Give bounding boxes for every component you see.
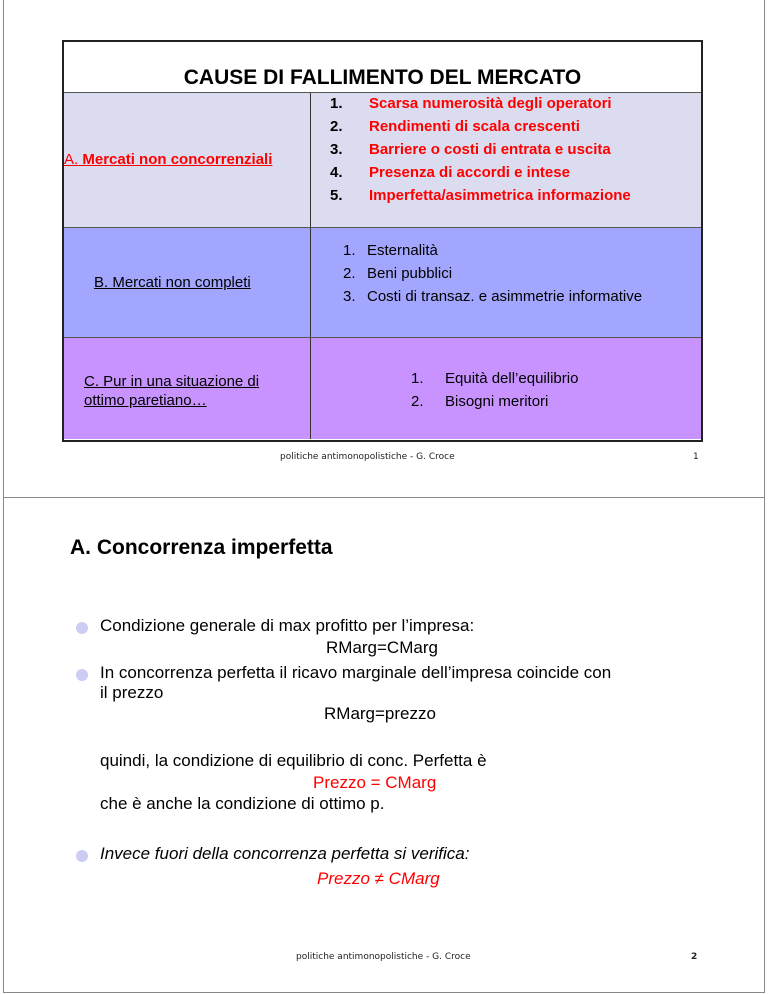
item-number: 3. xyxy=(343,288,356,305)
footer: politiche antimonopolistiche - G. Croce xyxy=(280,452,455,462)
page-number: 2 xyxy=(691,952,698,962)
item-number: 2. xyxy=(411,393,424,410)
item-text: Costi di transaz. e asimmetrie informative xyxy=(367,288,643,305)
bullet-text: In concorrenza perfetta il ricavo marginale dell’impresa coincide con xyxy=(100,663,612,682)
row-a-list xyxy=(311,93,701,227)
slide-title: A. Concorrenza imperfetta xyxy=(70,536,333,559)
item-number: 5. xyxy=(330,187,343,204)
row-a-label xyxy=(64,151,272,168)
item-number: 1. xyxy=(411,370,424,387)
item-number: 2. xyxy=(343,265,356,282)
item-number: 4. xyxy=(330,164,343,181)
item-text: Equità dell’equilibrio xyxy=(445,370,579,387)
row-b-label: B. Mercati non completi xyxy=(94,274,251,291)
causes-table xyxy=(62,40,703,442)
label-line: ottimo paretiano… xyxy=(84,392,207,409)
item-number: 2. xyxy=(330,118,343,135)
label-line: C. Pur in una situazione di xyxy=(84,373,260,390)
bullet-icon xyxy=(76,850,88,862)
item-text: Esternalità xyxy=(367,242,438,259)
item-text: Barriere o costi di entrata e uscita xyxy=(369,141,611,158)
label-text: Mercati non concorrenziali xyxy=(78,151,273,168)
formula: RMarg=prezzo xyxy=(324,704,436,723)
row-c-label-cell xyxy=(64,338,311,439)
table-title: CAUSE DI FALLIMENTO DEL MERCATO xyxy=(64,42,701,93)
bullet-text: Condizione generale di max profitto per l’impresa: xyxy=(100,616,475,635)
formula: RMarg=CMarg xyxy=(326,638,438,657)
row-c-list xyxy=(311,338,701,439)
bullet-text-cont: il prezzo xyxy=(100,683,164,702)
bullet-icon xyxy=(76,622,88,634)
item-text: Scarsa numerosità degli operatori xyxy=(369,95,612,112)
paragraph: quindi, la condizione di equilibrio di conc. Perfetta è xyxy=(100,751,487,770)
item-text: Presenza di accordi e intese xyxy=(369,164,570,181)
row-c-label xyxy=(84,372,259,410)
formula-red: Prezzo ≠ CMarg xyxy=(317,869,440,888)
item-number: 1. xyxy=(343,242,356,259)
item-text: Beni pubblici xyxy=(367,265,453,282)
footer: politiche antimonopolistiche - G. Croce xyxy=(296,952,471,962)
row-b-list xyxy=(311,228,701,337)
item-text: Bisogni meritori xyxy=(445,393,549,410)
formula-red: Prezzo = CMarg xyxy=(313,773,437,792)
row-b-label-cell xyxy=(64,228,311,337)
page-number: 1 xyxy=(693,452,699,462)
item-text: Rendimenti di scala crescenti xyxy=(369,118,580,135)
row-c xyxy=(64,338,701,439)
item-number: 1. xyxy=(330,95,343,112)
item-number: 3. xyxy=(330,141,343,158)
row-b xyxy=(64,228,701,338)
row-a xyxy=(64,93,701,228)
bullet-text: Invece fuori della concorrenza perfetta si verifica: xyxy=(100,844,470,863)
row-a-label-cell xyxy=(64,93,311,227)
bullet-icon xyxy=(76,669,88,681)
label-prefix: A. xyxy=(64,151,79,168)
item-text: Imperfetta/asimmetrica informazione xyxy=(369,187,631,204)
slide-2 xyxy=(3,497,765,993)
paragraph: che è anche la condizione di ottimo p. xyxy=(100,794,385,813)
